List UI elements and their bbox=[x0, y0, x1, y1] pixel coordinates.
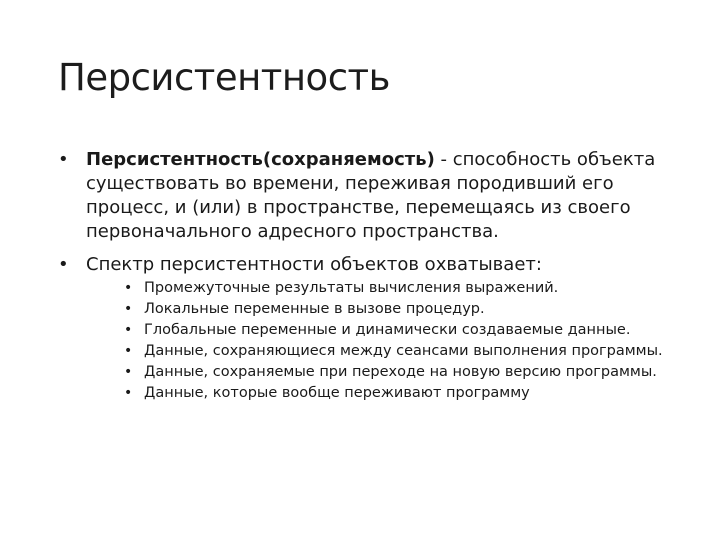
spectrum-list bbox=[122, 279, 696, 403]
list-item-text: Глобальные переменные и динамически создаваемые данные. bbox=[144, 322, 631, 338]
bullet-dot-icon: • bbox=[58, 254, 69, 275]
list-item-text: Данные, сохраняющиеся между сеансами выполнения программы. bbox=[144, 343, 663, 359]
definition-text: - способность объекта существовать во времени, переживая породивший его процесс, и (или) в пространстве, перемещаясь из своего первоначального адресного пространства. bbox=[86, 149, 656, 242]
bullet-dot-icon: • bbox=[124, 364, 133, 380]
list-item-text: Данные, сохраняемые при переходе на новую версию программы. bbox=[144, 364, 657, 380]
list-item bbox=[122, 300, 696, 319]
slide-title: Персистентность bbox=[58, 56, 390, 99]
bullet-dot-icon: • bbox=[124, 322, 133, 338]
list-item-text: Данные, которые вообще переживают программу bbox=[144, 385, 530, 401]
bullet-dot-icon: • bbox=[58, 149, 69, 170]
bullet-dot-icon: • bbox=[124, 385, 133, 401]
bullet-dot-icon: • bbox=[124, 280, 133, 296]
list-item bbox=[122, 363, 696, 382]
spectrum-text: Спектр персистентности объектов охватывает: bbox=[86, 254, 542, 275]
list-item bbox=[122, 384, 696, 403]
bullet-dot-icon: • bbox=[124, 343, 133, 359]
bullet-spectrum bbox=[56, 253, 696, 403]
bullet-definition bbox=[56, 148, 696, 244]
list-item bbox=[122, 342, 696, 361]
list-item bbox=[122, 279, 696, 298]
list-item-text: Локальные переменные в вызове процедур. bbox=[144, 301, 485, 317]
list-item-text: Промежуточные результаты вычисления выражений. bbox=[144, 280, 559, 296]
list-item bbox=[122, 321, 696, 340]
definition-term: Персистентность(сохраняемость) bbox=[86, 149, 435, 170]
slide-content bbox=[56, 148, 696, 412]
bullet-dot-icon: • bbox=[124, 301, 133, 317]
